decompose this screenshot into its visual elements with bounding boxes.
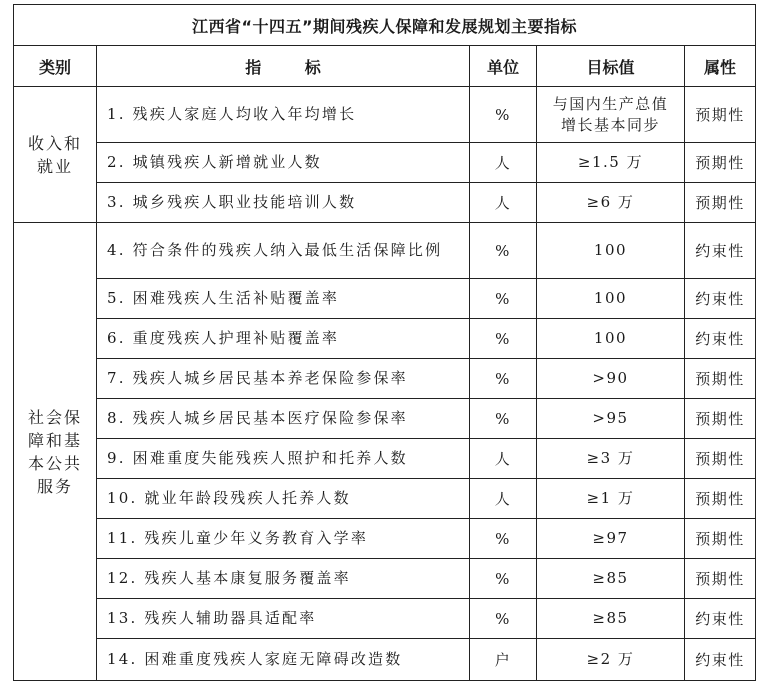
unit-cell: %	[470, 559, 537, 599]
target-cell: ≥85	[537, 599, 685, 639]
attribute-cell: 预期性	[685, 183, 756, 223]
target-cell: 与国内生产总值增长基本同步	[537, 87, 685, 143]
attribute-cell: 预期性	[685, 143, 756, 183]
unit-cell: %	[470, 519, 537, 559]
indicator-cell: 12. 残疾人基本康复服务覆盖率	[97, 559, 470, 599]
indicator-cell: 10. 就业年龄段残疾人托养人数	[97, 479, 470, 519]
attribute-cell: 预期性	[685, 519, 756, 559]
attribute-cell: 预期性	[685, 559, 756, 599]
attribute-cell: 约束性	[685, 319, 756, 359]
table-row	[14, 319, 756, 359]
indicator-cell: 11. 残疾儿童少年义务教育入学率	[97, 519, 470, 559]
category-cell: 社会保障和基本公共服务	[14, 223, 97, 681]
table-row	[14, 639, 756, 681]
table-row	[14, 359, 756, 399]
unit-cell: 人	[470, 439, 537, 479]
target-cell: ≥2 万	[537, 639, 685, 681]
header-indicator: 指 标	[97, 46, 470, 87]
target-cell: >90	[537, 359, 685, 399]
indicator-cell: 2. 城镇残疾人新增就业人数	[97, 143, 470, 183]
indicators-table	[13, 4, 756, 681]
header-row	[14, 46, 756, 87]
target-cell: ≥85	[537, 559, 685, 599]
target-cell: 100	[537, 319, 685, 359]
attribute-cell: 预期性	[685, 87, 756, 143]
indicator-cell: 6. 重度残疾人护理补贴覆盖率	[97, 319, 470, 359]
target-cell: 100	[537, 279, 685, 319]
target-cell: ≥1.5 万	[537, 143, 685, 183]
target-cell: ≥1 万	[537, 479, 685, 519]
attribute-cell: 约束性	[685, 639, 756, 681]
indicator-cell: 1. 残疾人家庭人均收入年均增长	[97, 87, 470, 143]
attribute-cell: 约束性	[685, 223, 756, 279]
table-title: 江西省“十四五”期间残疾人保障和发展规划主要指标	[14, 5, 756, 46]
header-category: 类别	[14, 46, 97, 87]
unit-cell: %	[470, 359, 537, 399]
indicator-cell: 4. 符合条件的残疾人纳入最低生活保障比例	[97, 223, 470, 279]
attribute-cell: 约束性	[685, 279, 756, 319]
table-row	[14, 519, 756, 559]
indicator-cell: 3. 城乡残疾人职业技能培训人数	[97, 183, 470, 223]
target-cell: >95	[537, 399, 685, 439]
header-attribute: 属性	[685, 46, 756, 87]
indicator-cell: 14. 困难重度残疾人家庭无障碍改造数	[97, 639, 470, 681]
unit-cell: 人	[470, 479, 537, 519]
unit-cell: 人	[470, 143, 537, 183]
indicator-cell: 8. 残疾人城乡居民基本医疗保险参保率	[97, 399, 470, 439]
unit-cell: 人	[470, 183, 537, 223]
table-row	[14, 479, 756, 519]
indicator-cell: 5. 困难残疾人生活补贴覆盖率	[97, 279, 470, 319]
unit-cell: 户	[470, 639, 537, 681]
attribute-cell: 预期性	[685, 359, 756, 399]
indicator-cell: 13. 残疾人辅助器具适配率	[97, 599, 470, 639]
table-row	[14, 399, 756, 439]
indicator-cell: 9. 困难重度失能残疾人照护和托养人数	[97, 439, 470, 479]
unit-cell: %	[470, 599, 537, 639]
table-row	[14, 143, 756, 183]
target-cell: ≥97	[537, 519, 685, 559]
unit-cell: %	[470, 399, 537, 439]
table-row	[14, 223, 756, 279]
unit-cell: %	[470, 319, 537, 359]
category-cell: 收入和就业	[14, 87, 97, 223]
indicator-cell: 7. 残疾人城乡居民基本养老保险参保率	[97, 359, 470, 399]
table-row	[14, 439, 756, 479]
attribute-cell: 预期性	[685, 479, 756, 519]
table-row	[14, 599, 756, 639]
table-row	[14, 87, 756, 143]
table-row	[14, 279, 756, 319]
unit-cell: %	[470, 223, 537, 279]
attribute-cell: 预期性	[685, 439, 756, 479]
target-cell: ≥6 万	[537, 183, 685, 223]
target-cell: ≥3 万	[537, 439, 685, 479]
header-unit: 单位	[470, 46, 537, 87]
attribute-cell: 约束性	[685, 599, 756, 639]
unit-cell: %	[470, 87, 537, 143]
table-row	[14, 559, 756, 599]
target-cell: 100	[537, 223, 685, 279]
table-row	[14, 183, 756, 223]
header-target: 目标值	[537, 46, 685, 87]
attribute-cell: 预期性	[685, 399, 756, 439]
unit-cell: %	[470, 279, 537, 319]
